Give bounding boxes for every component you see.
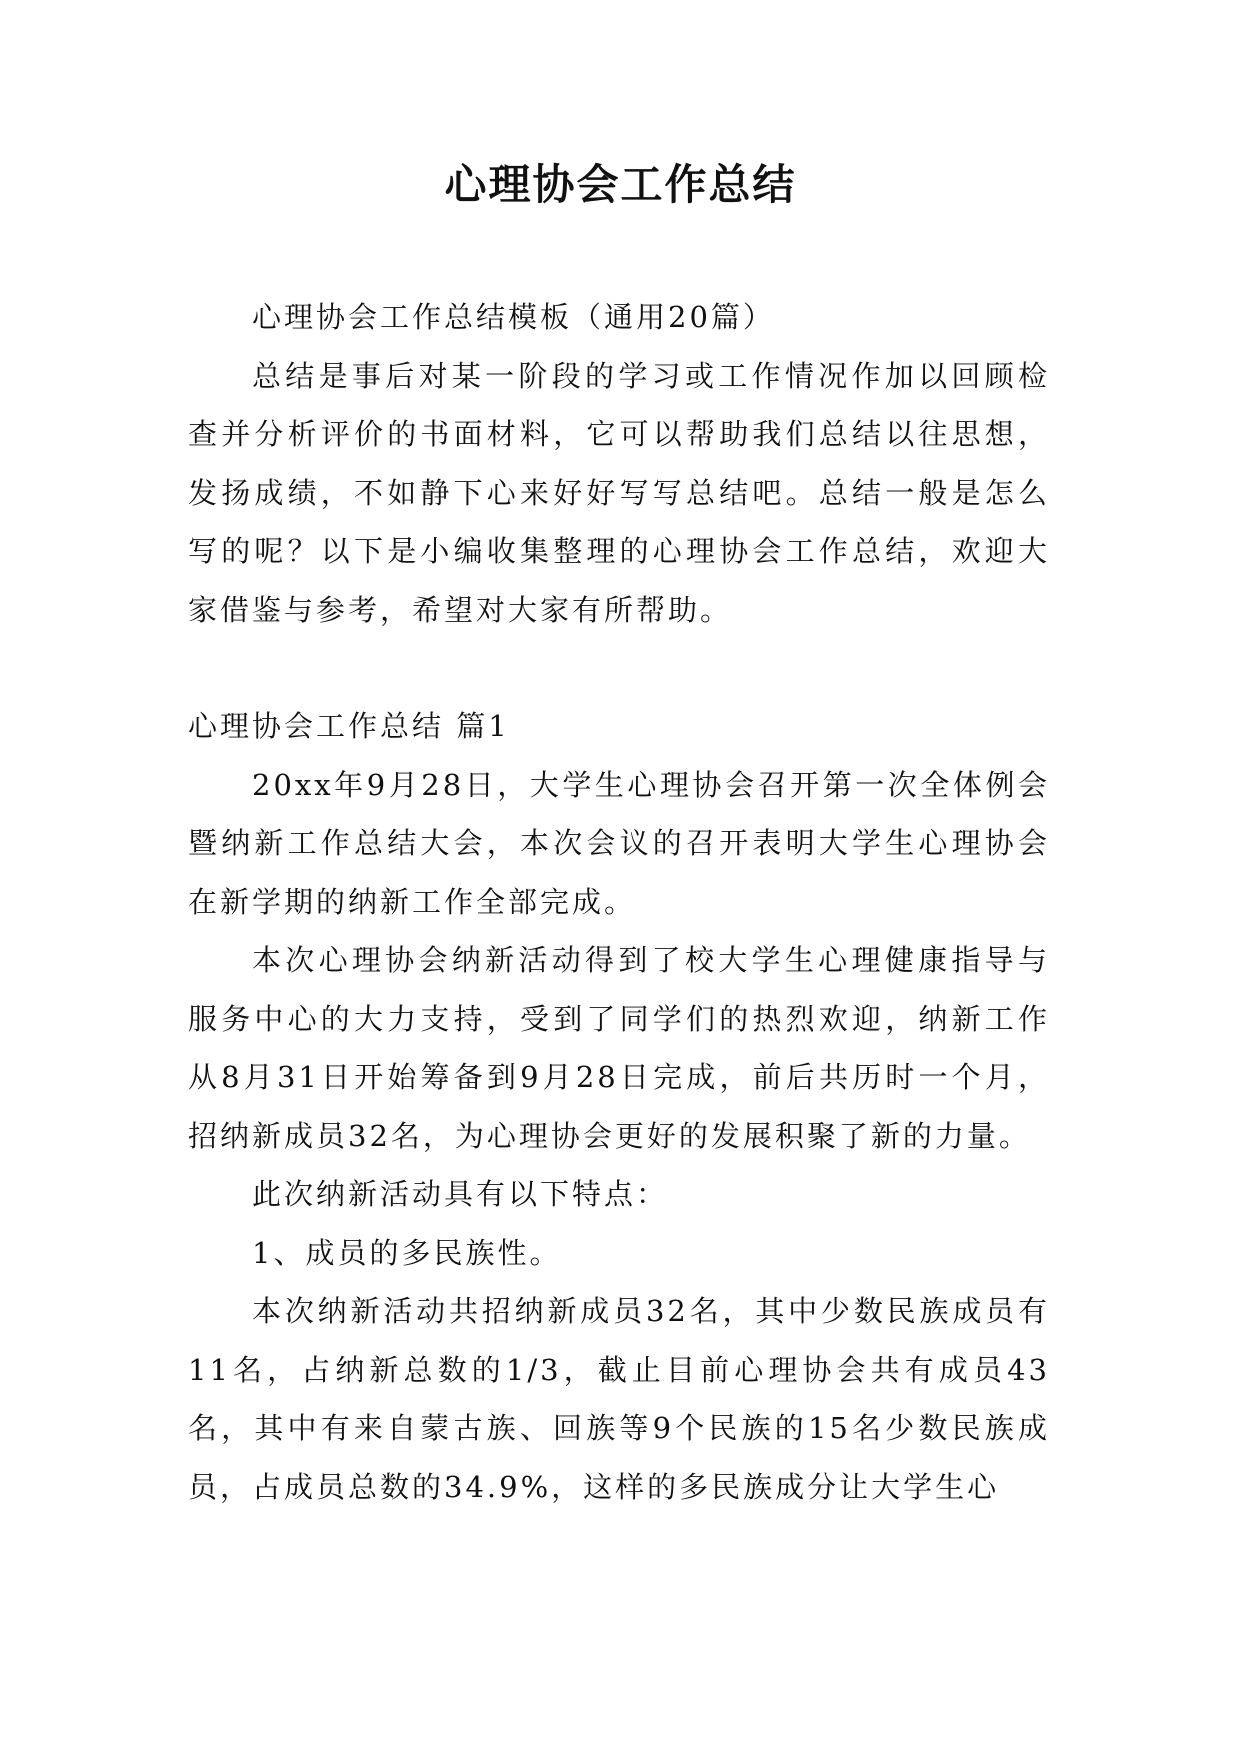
document-body (188, 288, 1050, 1516)
intro-paragraph: 总结是事后对某一阶段的学习或工作情况作加以回顾检查并分析评价的书面材料，它可以帮助我们总结以往思想，发扬成绩，不如静下心来好好写写总结吧。总结一般是怎么写的呢？以下是小编收集整理的心理协会工作总结，欢迎大家借鉴与参考，希望对大家有所帮助。 (188, 358, 1050, 627)
subtitle-paragraph: 心理协会工作总结模板（通用20篇） (252, 300, 775, 334)
document-title: 心理协会工作总结 (444, 160, 797, 209)
section-heading: 心理协会工作总结 篇1 (188, 709, 510, 743)
body-paragraph: 20xx年9月28日，大学生心理协会召开第一次全体例会暨纳新工作总结大会，本次会议的召开表明大学生心理协会在新学期的纳新工作全部完成。 (188, 767, 1050, 919)
paragraph-spacer (188, 639, 1050, 697)
body-paragraph: 本次心理协会纳新活动得到了校大学生心理健康指导与服务中心的大力支持，受到了同学们的热烈欢迎，纳新工作从8月31日开始筹备到9月28日完成，前后共历时一个月，招纳新成员32名，为心理协会更好的发展积聚了新的力量。 (188, 943, 1050, 1153)
body-paragraph: 本次纳新活动共招纳新成员32名，其中少数民族成员有11名，占纳新总数的1/3，截止目前心理协会共有成员43名，其中有来自蒙古族、回族等9个民族的15名少数民族成员，占成员总数的34.9%，这样的多民族成分让大学生心 (188, 1294, 1050, 1504)
list-item: 1、成员的多民族性。 (252, 1235, 562, 1270)
body-paragraph: 此次纳新活动具有以下特点： (252, 1177, 669, 1211)
